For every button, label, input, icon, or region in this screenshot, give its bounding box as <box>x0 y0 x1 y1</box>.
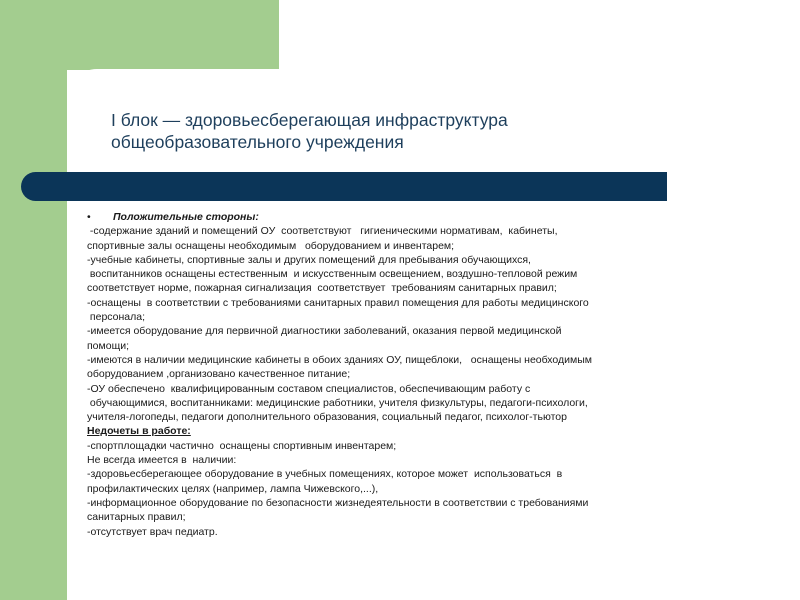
body-text-line: -оснащены в соответствии с требованиями санитарных правил помещения для работы медицинского <box>87 296 589 309</box>
body-text-line: -спортплощадки частично оснащены спортивным инвентарем; <box>87 439 397 452</box>
body-text-line: -здоровьесберегающее оборудование в учебных помещениях, которое может использоваться в <box>87 468 563 481</box>
cons-list <box>87 439 707 539</box>
body-text-line: -учебные кабинеты, спортивные залы и других помещений для пребывания обучающихся, <box>87 253 531 266</box>
body-text-line: -отсутствует врач педиатр. <box>87 525 218 538</box>
pros-heading: Положительные стороны: <box>113 211 259 223</box>
body-text-line: учителя-логопеды, педагоги дополнительного образования, социальный педагог, психолог-тьютор <box>87 411 567 424</box>
body-text-line: -содержание зданий и помещений ОУ соответствуют гигиеническими нормативам, кабинеты, <box>87 225 558 238</box>
title-divider-band <box>21 172 667 201</box>
body-text-line: воспитанников оснащены естественным и искусственным освещением, воздушно-тепловой режим <box>87 268 578 281</box>
body-text-line: -информационное оборудование по безопасности жизнедеятельности в соответствии с требованиями <box>87 496 589 509</box>
body-text-line: персонала; <box>87 311 146 324</box>
slide-title-line-1: I блок — здоровьесберегающая инфраструктура <box>111 110 508 130</box>
body-text-line: -имеется оборудование для первичной диагностики заболеваний, оказания первой медицинской <box>87 325 562 338</box>
slide-body <box>87 210 707 539</box>
slide-title <box>111 109 671 153</box>
body-text-line: помощи; <box>87 339 130 352</box>
body-text-line: обучающимися, воспитанниками: медицинские работники, учителя физкультуры, педагоги-психологи, <box>87 396 588 409</box>
body-text-line: санитарных правил; <box>87 511 186 524</box>
body-text-line: соответствует норме, пожарная сигнализация соответствует требованиям санитарных правил; <box>87 282 557 295</box>
body-text-line: оборудованием ,организовано качественное питание; <box>87 368 351 381</box>
body-text-line: профилактических целях (например, лампа Чижевского,...), <box>87 482 379 495</box>
cons-heading: Недочеты в работе: <box>87 425 191 438</box>
body-text-line: Не всегда имеется в наличии: <box>87 454 237 467</box>
body-text-line: -ОУ обеспечено квалифицированным составом специалистов, обеспечивающим работу с <box>87 382 531 395</box>
pros-heading-line <box>87 210 707 224</box>
pros-list <box>87 224 707 424</box>
slide-title-line-2: общеобразовательного учреждения <box>111 132 404 152</box>
green-accent-left <box>0 0 67 600</box>
body-text-line: спортивные залы оснащены необходимым оборудованием и инвентарем; <box>87 239 455 252</box>
bullet-icon: • <box>87 211 91 223</box>
body-text-line: -имеются в наличии медицинские кабинеты в обоих зданиях ОУ, пищеблоки, оснащены необходимым <box>87 353 593 366</box>
